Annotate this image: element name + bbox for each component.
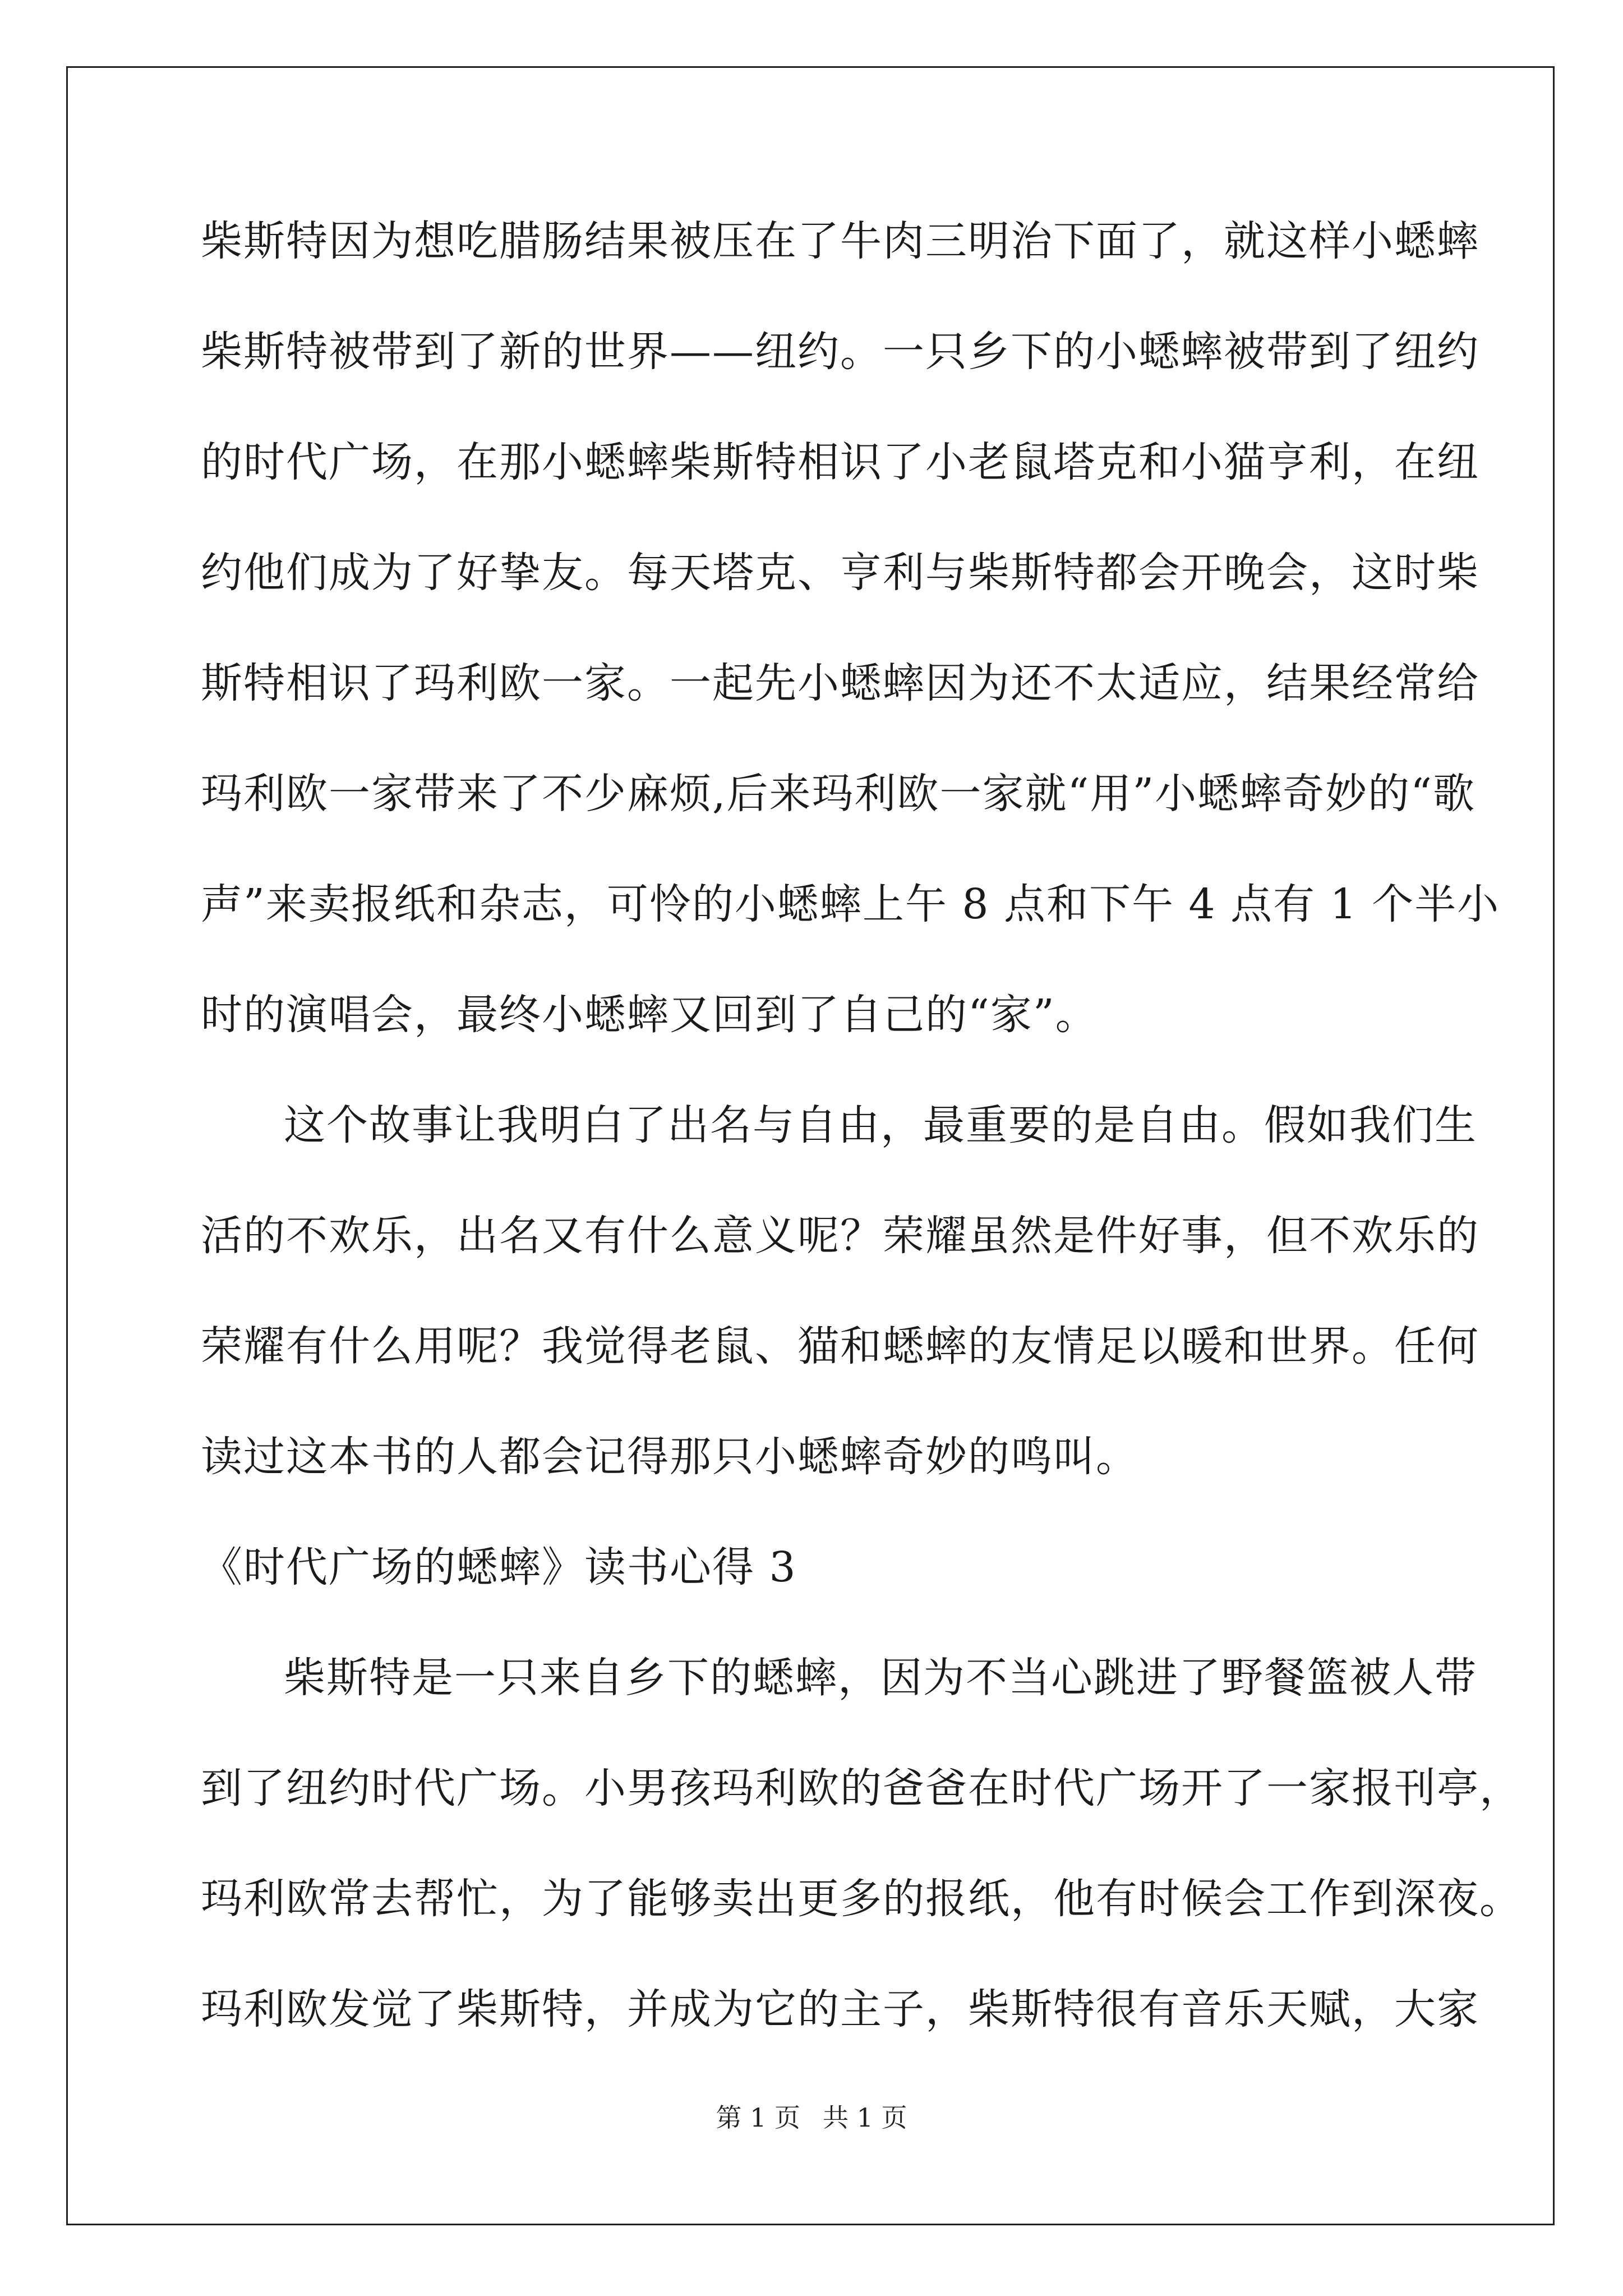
text-line: 玛利欧常去帮忙，为了能够卖出更多的报纸，他有时候会工作到深夜。 (201, 1875, 1522, 1923)
text-line: 荣耀有什么用呢？我觉得老鼠、猫和蟋蟀的友情足以暖和世界。任何 (201, 1322, 1479, 1370)
page-number: 第 1 页 (716, 2102, 800, 2133)
section-heading: 《时代广场的蟋蟀》读书心得 3 (201, 1543, 797, 1591)
page-total: 共 1 页 (823, 2102, 907, 2133)
text-line: 读过这本书的人都会记得那只小蟋蟀奇妙的鸣叫。 (201, 1433, 1138, 1481)
text-line: 约他们成为了好挚友。每天塔克、亨利与柴斯特都会开晚会，这时柴 (201, 549, 1479, 597)
page-footer (0, 2101, 1623, 2134)
text-line: 玛利欧发觉了柴斯特，并成为它的主子，柴斯特很有音乐天赋，大家 (201, 1985, 1479, 2033)
text-line: 柴斯特因为想吃腊肠结果被压在了牛肉三明治下面了，就这样小蟋蟀 (201, 217, 1479, 265)
text-line: 声”来卖报纸和杂志，可怜的小蟋蟀上午 8 点和下午 4 点有 1 个半小 (201, 880, 1500, 928)
text-line: 玛利欧一家带来了不少麻烦,后来玛利欧一家就“用”小蟋蟀奇妙的“歌 (201, 770, 1476, 818)
text-line: 到了纽约时代广场。小男孩玛利欧的爸爸在时代广场开了一家报刊亭， (201, 1764, 1522, 1812)
text-line: 这个故事让我明白了出名与自由，最重要的是自由。假如我们生 (284, 1101, 1477, 1149)
text-line: 斯特相识了玛利欧一家。一起先小蟋蟀因为还不太适应，结果经常给 (201, 659, 1479, 707)
text-line: 柴斯特被带到了新的世界——纽约。一只乡下的小蟋蟀被带到了纽约 (201, 328, 1479, 376)
text-line: 的时代广场，在那小蟋蟀柴斯特相识了小老鼠塔克和小猫亨利，在纽 (201, 438, 1479, 486)
document-body (201, 213, 1522, 2092)
text-line: 柴斯特是一只来自乡下的蟋蟀，因为不当心跳进了野餐篮被人带 (284, 1654, 1477, 1702)
text-line: 活的不欢乐，出名又有什么意义呢？荣耀虽然是件好事，但不欢乐的 (201, 1212, 1479, 1260)
text-line: 时的演唱会，最终小蟋蟀又回到了自己的“家”。 (201, 991, 1098, 1039)
